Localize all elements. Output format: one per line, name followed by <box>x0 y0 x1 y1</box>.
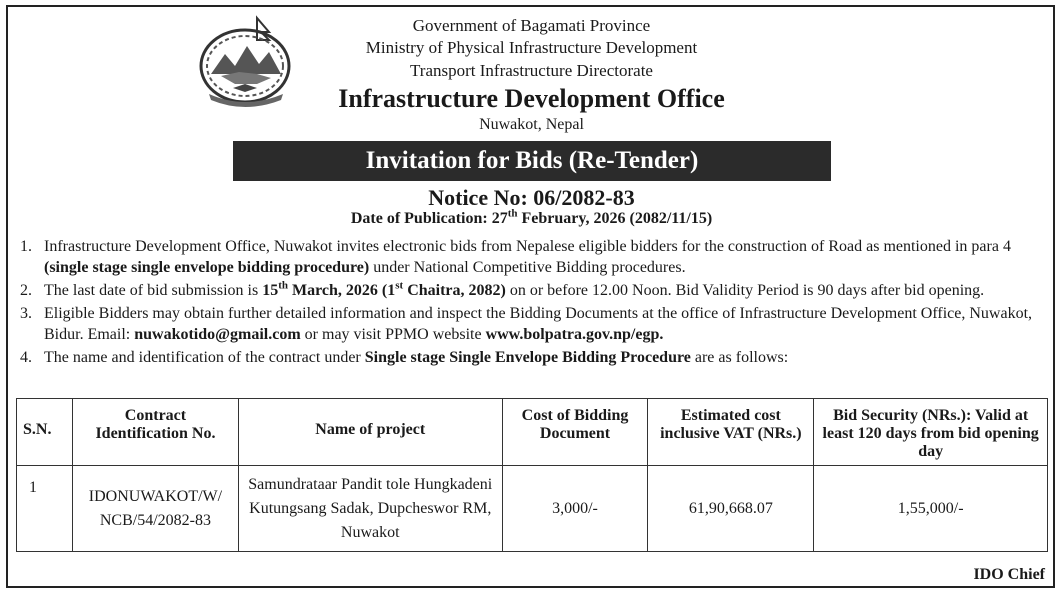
publication-date: Date of Publication: 27th February, 2026 (2082/11/15) <box>350 207 713 227</box>
title-banner: Invitation for Bids (Re-Tender) <box>233 141 831 181</box>
list-item-number: 1. <box>20 238 32 255</box>
cell-estimated-cost: 61,90,668.07 <box>648 466 814 552</box>
header-estimated-cost: Estimated cost inclusive VAT (NRs.) <box>648 399 814 466</box>
list-item <box>20 236 1048 278</box>
cell-bid-security: 1,55,000/- <box>814 466 1048 552</box>
header-sn: S.N. <box>17 399 73 466</box>
ministry-name: Ministry of Physical Infrastructure Development <box>365 38 698 57</box>
website-address: www.bolpatra.gov.np/egp. <box>485 326 664 343</box>
header-contract-id: Contract Identification No. <box>72 399 238 466</box>
notice-list <box>20 236 1048 370</box>
list-item <box>20 280 1048 301</box>
list-item-text: Infrastructure Development Office, Nuwakot invites electronic bids from Nepalese eligible bidders for the construction of Road as mentioned in para 4 (single stage single envelope bidding procedure) under National Competitive Bidding procedures. <box>44 238 1011 276</box>
government-name: Government of Bagamati Province <box>412 16 651 35</box>
header-project-name: Name of project <box>238 399 502 466</box>
list-item-number: 3. <box>20 305 32 322</box>
list-item <box>20 347 1048 368</box>
table-row <box>17 466 1048 552</box>
office-name: Infrastructure Development Office <box>338 84 725 113</box>
cell-bidding-cost: 3,000/- <box>502 466 648 552</box>
list-item-number: 4. <box>20 349 32 366</box>
header-bidding-cost: Cost of Bidding Document <box>502 399 648 466</box>
directorate-name: Transport Infrastructure Directorate <box>410 61 653 80</box>
cell-project-name: Samundrataar Pandit tole Hungkadeni Kutungsang Sadak, Dupcheswor RM, Nuwakot <box>238 466 502 552</box>
office-location: Nuwakot, Nepal <box>479 116 584 133</box>
table-header-row <box>17 399 1048 466</box>
list-item-text: Eligible Bidders may obtain further detailed information and inspect the Bidding Documents at the office of Infrastructure Development Office, Nuwakot, Bidur. Email: nuwakotido@gmail.com or may visit PPMO website www.bolpatra.gov.np/egp. <box>44 305 1033 343</box>
list-item <box>20 303 1048 345</box>
cell-contract-id: IDONUWAKOT/W/ NCB/54/2082-83 <box>72 466 238 552</box>
signature: IDO Chief <box>973 566 1045 583</box>
cell-sn: 1 <box>17 466 73 552</box>
header-bid-security: Bid Security (NRs.): Valid at least 120 days from bid opening day <box>814 399 1048 466</box>
list-item-text: The name and identification of the contract under Single stage Single Envelope Bidding Procedure are as follows: <box>44 349 789 366</box>
list-item-number: 2. <box>20 282 32 299</box>
contracts-table <box>16 398 1048 552</box>
list-item-text: The last date of bid submission is 15th March, 2026 (1st Chaitra, 2082) on or before 12.00 Noon. Bid Validity Period is 90 days after bid opening. <box>44 279 985 299</box>
notice-number: Notice No: 06/2082-83 <box>428 185 635 210</box>
email-address: nuwakotido@gmail.com <box>134 326 301 343</box>
